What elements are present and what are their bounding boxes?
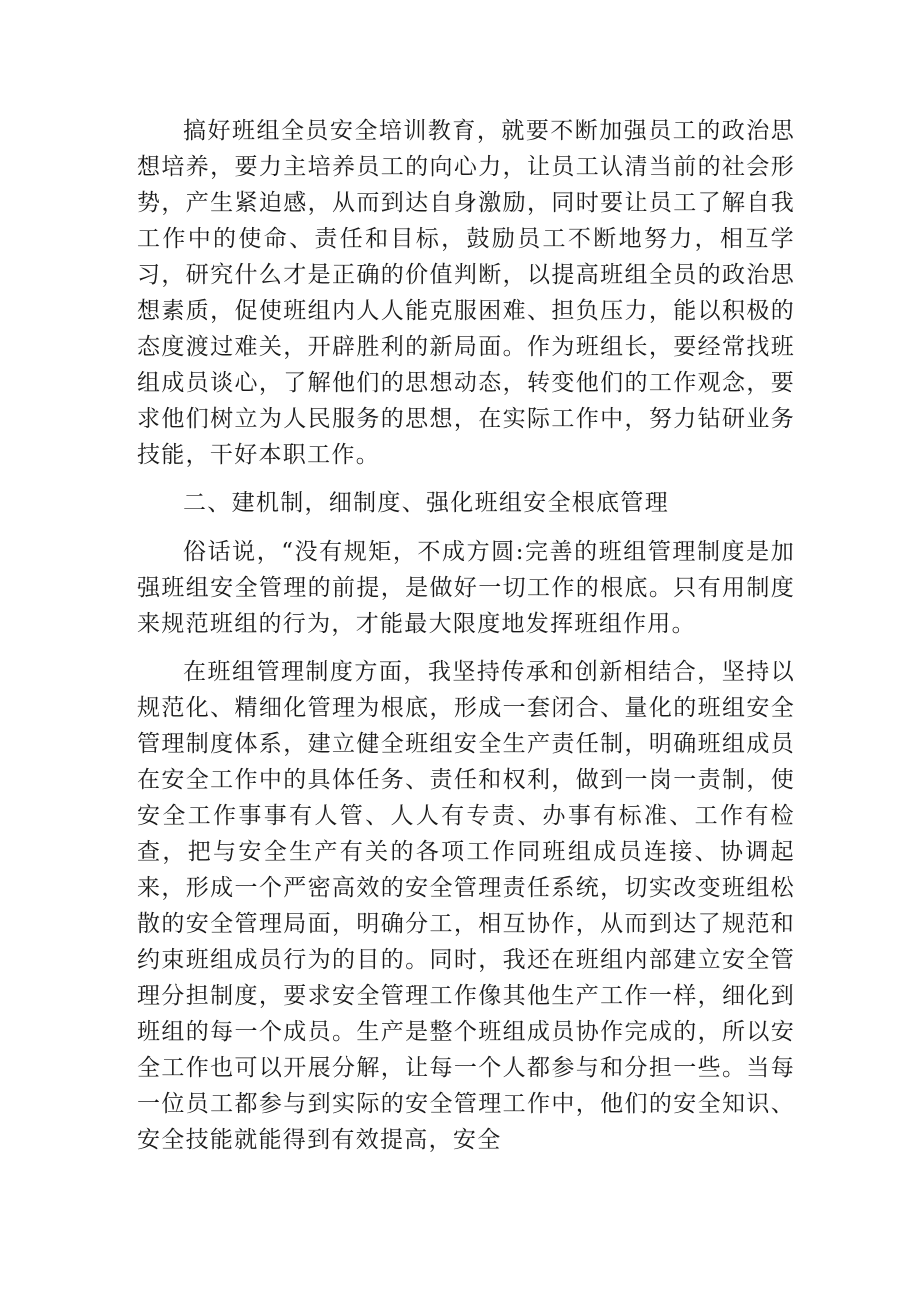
paragraph-management-system: 在班组管理制度方面，我坚持传承和创新相结合，坚持以规范化、精细化管理为根底，形成一套闭合、量化的班组安全管理制度体系，建立健全班组安全生产责任制，明确班组成员在安全工作中的具体任务、责任和权利，做到一岗一责制，使安全工作事事有人管、人人有专责、办事有标准、工作有检查，把与安全生产有关的各项工作同班组成员连接、协调起来，形成一个严密高效的安全管理责任系统，切实改变班组松散的安全管理局面，明确分工，相互协作，从而到达了规范和约束班组成员行为的目的。同时，我还在班组内部建立安全管理分担制度，要求安全管理工作像其他生产工作一样，细化到班组的每一个成员。生产是整个班组成员协作完成的，所以安全工作也可以开展分解，让每一个人都参与和分担一些。当每一位员工都参与到实际的安全管理工作中，他们的安全知识、安全技能就能得到有效提高，安全 <box>137 659 795 1153</box>
document-page <box>137 113 795 1158</box>
section-heading: 二、建机制，细制度、强化班组安全根底管理 <box>183 490 669 516</box>
paragraph-training: 搞好班组全员安全培训教育，就要不断加强员工的政治思想培养，要力主培养员工的向心力，让员工认清当前的社会形势，产生紧迫感，从而到达自身激励，同时要让员工了解自我工作中的使命、责任和目标，鼓励员工不断地努力，相互学习，研究什么才是正确的价值判断，以提高班组全员的政治思想素质，促使班组内人人能克服困难、担负压力，能以积极的态度渡过难关，开辟胜利的新局面。作为班组长，要经常找班组成员谈心，了解他们的思想动态，转变他们的工作观念，要求他们树立为人民服务的思想，在实际工作中，努力钻研业务技能，干好本职工作。 <box>137 118 795 468</box>
paragraph-proverb: 俗话说，“没有规矩，不成方圆:完善的班组管理制度是加强班组安全管理的前提，是做好一切工作的根底。只有用制度来规范班组的行为，才能最大限度地发挥班组作用。 <box>137 539 795 637</box>
